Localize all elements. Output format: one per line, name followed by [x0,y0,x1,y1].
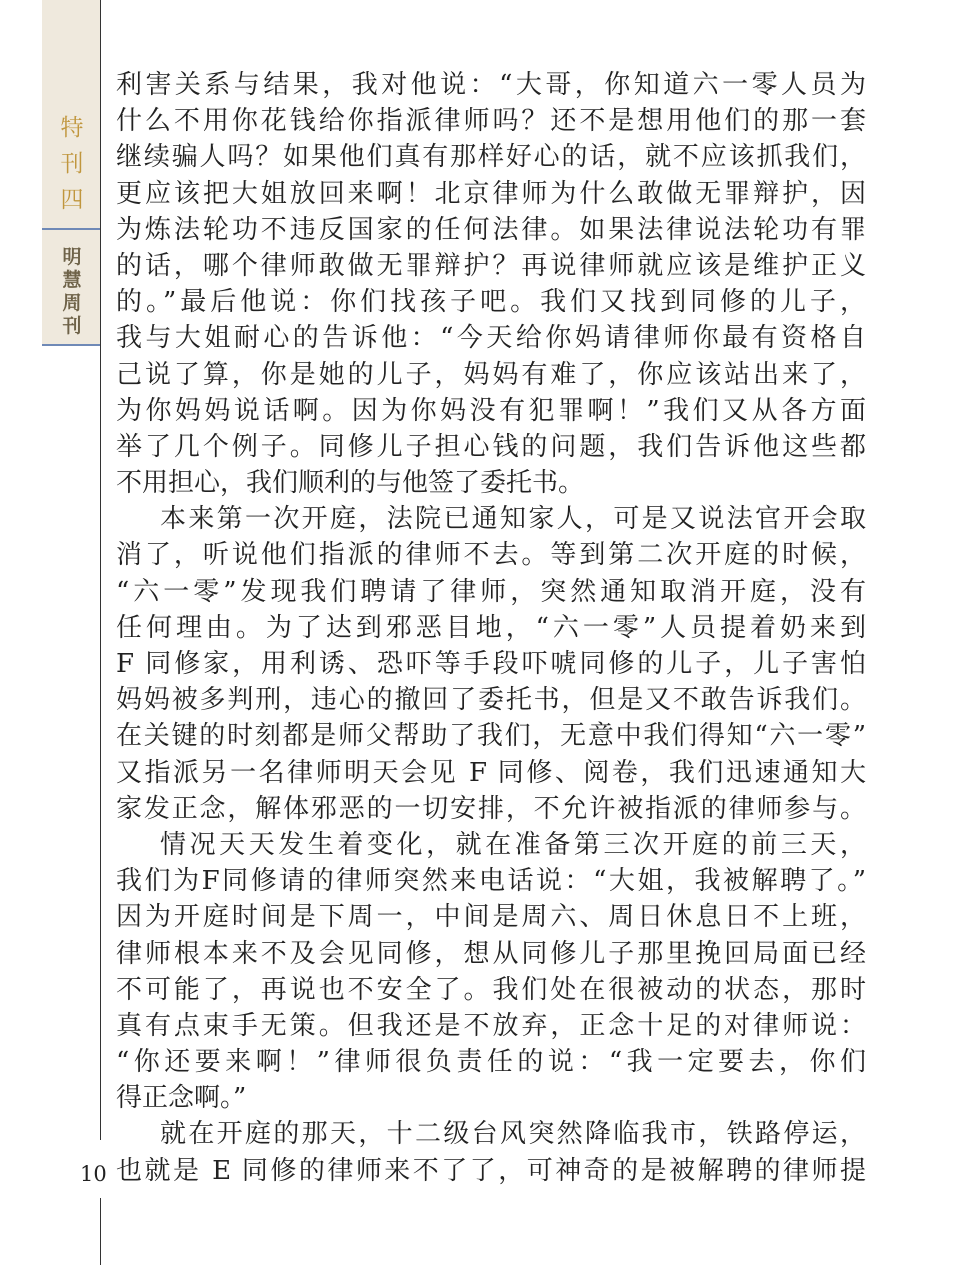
text-line: 律师根本来不及会见同修，想从同修儿子那里挽回局面已经 [116,938,866,969]
section-label-char: 特 [60,115,84,141]
text-line: 又指派另一名律师明天会见 F 同修、阅卷，我们迅速通知大 [116,757,866,788]
text-line: 利害关系与结果，我对他说：“大哥，你知道六一零人员为 [116,70,866,100]
text-line: 继续骗人吗？如果他们真有那样好心的话，就不应该抓我们， [116,142,866,173]
paragraph-start-line: 就在开庭的那天，十二级台风突然降临我市，铁路停运， [160,1119,866,1150]
paragraph-end-line: 得正念啊。” [116,1083,247,1114]
text-line: 任何理由。为了达到邪恶目地，“六一零”人员提着奶来到 [116,612,866,643]
text-line: 什么不用你花钱给你指派律师吗？还不是想用他们的那一套 [116,106,866,137]
text-line: F 同修家，用利诱、恐吓等手段吓唬同修的儿子，儿子害怕 [116,649,866,679]
paragraph-start-line: 本来第一次开庭，法院已通知家人，可是又说法官开会取 [160,504,866,535]
margin-rule-lower [100,1198,101,1265]
text-line: 更应该把大姐放回来啊！北京律师为什么敢做无罪辩护，因 [116,178,866,209]
publication-label-char: 慧 [62,269,82,291]
text-line: 家发正念，解体邪恶的一切安排，不允许被指派的律师参与。 [116,793,866,824]
text-line: 妈妈被多判刑，违心的撤回了委托书，但是又不敢告诉我们。 [116,685,866,716]
text-line: 我们为F同修请的律师突然来电话说：“大姐，我被解聘了。” [116,866,866,897]
section-label-char: 刊 [60,151,84,177]
text-line: 消了，听说他们指派的律师不去。等到第二次开庭的时候， [116,540,866,571]
publication-label-char: 明 [62,246,82,268]
text-line: 举了几个例子。同修儿子担心钱的问题，我们告诉他这些都 [116,431,866,462]
page-number: 10 [80,1162,107,1186]
text-line: “你还要来啊！”律师很负责任的说：“我一定要去，你们 [116,1047,866,1078]
paragraph-start-line: 情况天天发生着变化，就在准备第三次开庭的前三天， [160,829,866,860]
text-line: 因为开庭时间是下周一，中间是周六、周日休息日不上班， [116,902,866,933]
text-line: 我与大姐耐心的告诉他：“今天给你妈请律师你最有资格自 [116,323,866,354]
publication-label-char: 周 [62,292,82,314]
section-label-char: 四 [60,187,84,213]
text-line: 的。”最后他说：你们找孩子吧。我们又找到同修的儿子， [116,287,866,318]
margin-rule [100,0,101,1140]
text-line: 真有点束手无策。但我还是不放弃，正念十足的对律师说： [116,1010,866,1041]
text-line: 为炼法轮功不违反国家的任何法律。如果法律说法轮功有罪 [116,214,866,245]
text-line: 在关键的时刻都是师父帮助了我们，无意中我们得知“六一零” [116,721,866,752]
text-line: 也就是 E 同修的律师来不了了，可神奇的是被解聘的律师提 [116,1155,866,1186]
text-line: 为你妈妈说话啊。因为你妈没有犯罪啊！”我们又从各方面 [116,395,866,426]
publication-label-char: 刊 [62,315,82,337]
paragraph-end-line: 不用担心，我们顺利的与他签了委托书。 [116,468,585,499]
sidebar-bottom-rule [42,344,100,346]
text-line: 不可能了，再说也不安全了。我们处在很被动的状态，那时 [116,974,866,1005]
text-line: “六一零”发现我们聘请了律师，突然通知取消开庭，没有 [116,576,866,607]
sidebar-divider [42,228,100,230]
text-line: 的话，哪个律师敢做无罪辩护？再说律师就应该是维护正义 [116,250,866,281]
article-body [116,67,866,1189]
text-line: 己说了算，你是她的儿子，妈妈有难了，你应该站出来了， [116,359,866,390]
